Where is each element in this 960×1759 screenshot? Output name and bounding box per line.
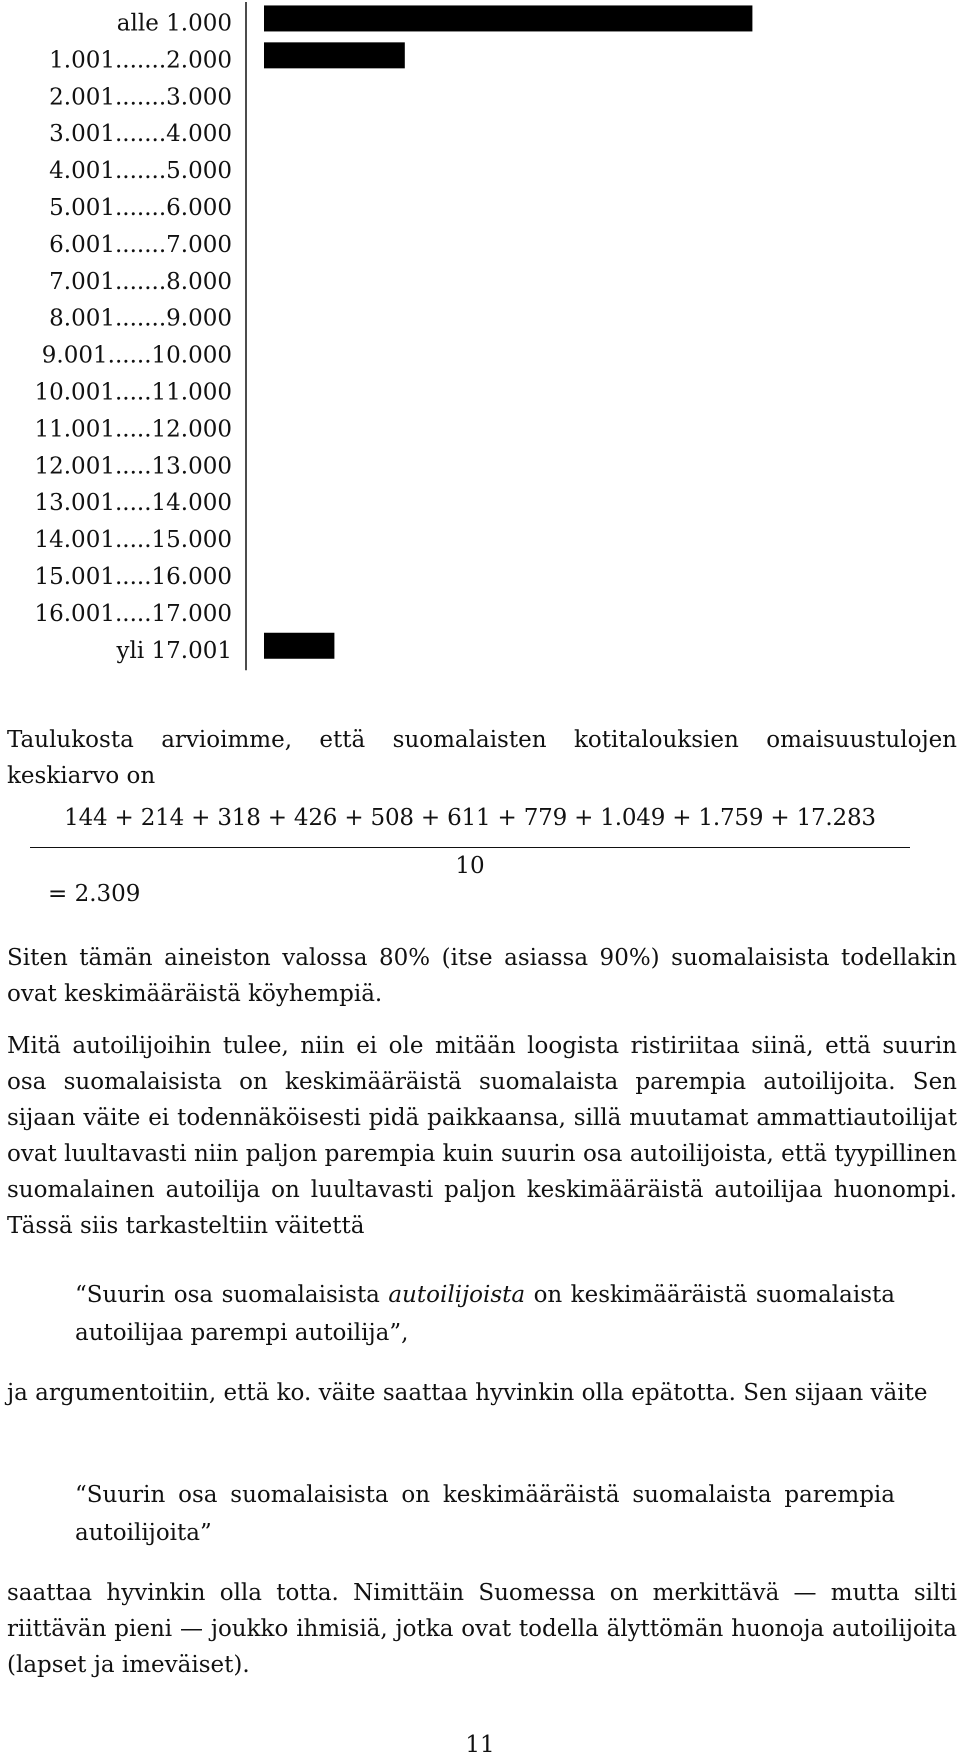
income-bar-chart [0,0,960,710]
category-label: 7.001.......8.000 [49,268,232,295]
quote-open-mark: “ [75,1482,87,1508]
quote-second [75,1476,895,1552]
category-label: 15.001.....16.000 [34,563,232,590]
category-label: 14.001.....15.000 [34,527,232,554]
category-label: 10.001.....11.000 [34,379,232,406]
paragraph-argument: ja argumentoitiin, että ko. väite saattaa hyvinkin olla epätotta. Sen sijaan väite [7,1380,928,1406]
formula-result: = 2.309 [48,881,141,907]
formula-numerator: 144 + 214 + 318 + 426 + 508 + 611 + 779 + 1.049 + 1.759 + 17.283 [64,805,876,831]
quote-second-text: Suurin osa suomalaisista on keskimääräistä suomalaista parempia autoilijoita [75,1482,895,1546]
category-label: 6.001.......7.000 [49,231,232,258]
paragraph-final: saattaa hyvinkin olla totta. Nimittäin Suomessa on merkittävä — mutta silti riittävän pieni — joukko ihmisiä, jotka ovat todella älyttömän huonoja autoilijoita (lapset ja imeväiset). [7,1580,957,1678]
category-label: 11.001.....12.000 [34,416,232,443]
fraction-bar [30,847,910,848]
category-label: 2.001.......3.000 [49,84,232,111]
quote-first-text-b: on keskimääräistä suomalaista autoilijaa parempi autoilija [75,1282,895,1346]
category-label: yli 17.001 [116,637,232,664]
quote-first [75,1276,895,1352]
category-label: 5.001.......6.000 [49,194,232,221]
category-label: 3.001.......4.000 [49,121,232,148]
category-label: 1.001.......2.000 [49,47,232,74]
paragraph-drivers: Mitä autoilijoihin tulee, niin ei ole mitään loogista ristiriitaa siinä, että suurin osa suomalaisista on keskimääräistä suomalaista parempia autoilijoita. Sen sijaan väite ei todennäköisesti pidä paikkaansa, sillä muutamat ammattiautoilijat ovat luultavasti niin paljon parempia kuin suurin osa autoilijoista, että tyypillinen suomalainen autoilija on luultavasti paljon keskimääräistä autoilijaa huonompi. Tässä siis tarkasteltiin väitettä [7,1033,957,1239]
category-label: alle 1.000 [116,10,232,37]
quote-open-mark: “ [75,1282,87,1308]
quote-close-mark: ” [199,1520,212,1546]
category-label: 13.001.....14.000 [34,490,232,517]
category-label: 8.001.......9.000 [49,305,232,332]
paragraph-intro: Taulukosta arvioimme, että suomalaisten kotitalouksien omaisuustulojen keskiarvo on [7,727,957,789]
quote-close-mark: ”, [389,1320,409,1346]
quote-first-emphasis: autoilijoista [388,1282,526,1308]
category-label: 16.001.....17.000 [34,600,232,627]
category-label: 12.001.....13.000 [34,453,232,480]
bar [264,5,752,31]
quote-first-text-a: Suurin osa suomalaisista [86,1282,389,1308]
page-number: 11 [465,1732,495,1758]
bar [264,42,405,68]
formula-denominator: 10 [455,853,485,879]
bar [264,633,334,659]
category-label: 9.001......10.000 [41,342,232,369]
paragraph-conclusion: Siten tämän aineiston valossa 80% (itse asiassa 90%) suomalaisista todellakin ovat keskimääräistä köyhempiä. [7,945,957,1007]
category-label: 4.001.......5.000 [49,158,232,185]
